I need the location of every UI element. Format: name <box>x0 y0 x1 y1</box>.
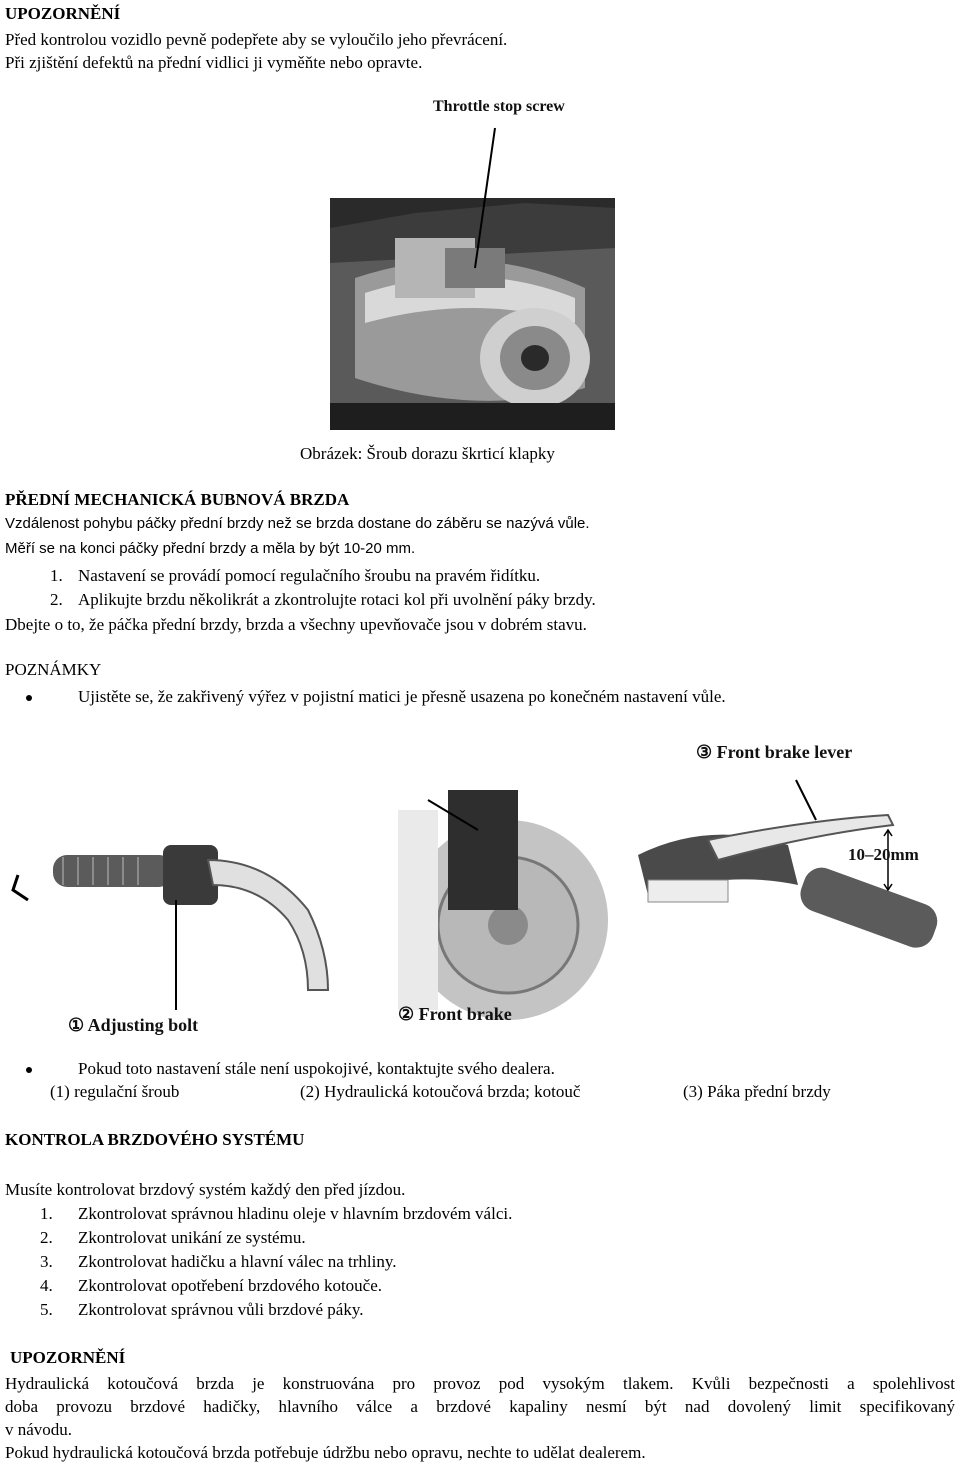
section-title: KONTROLA BRZDOVÉHO SYSTÉMU <box>5 1130 305 1149</box>
list-number: 2. <box>50 590 63 609</box>
legend-item: (1) regulační šroub <box>50 1082 180 1101</box>
brake-adjustment-figure <box>8 742 956 1045</box>
figure-caption: Obrázek: Šroub dorazu škrticí klapky <box>300 444 555 463</box>
warning-line: Pokud hydraulická kotoučová brzda potřebuje údržbu nebo opravu, nechte to udělat dealerem. <box>5 1443 646 1462</box>
warning-title: UPOZORNĚNÍ <box>10 1348 126 1367</box>
measurement-label: 10–20mm <box>848 845 919 864</box>
warning-title: UPOZORNĚNÍ <box>5 4 121 23</box>
warning-line: Při zjištění defektů na přední vidlici ji vyměňte nebo opravte. <box>5 53 423 72</box>
list-item-text: Nastavení se provádí pomocí regulačního šroubu na pravém řidítku. <box>78 566 541 585</box>
list-number: 4. <box>40 1276 53 1295</box>
list-item-text: Zkontrolovat unikání ze systému. <box>78 1228 306 1247</box>
throttle-stop-screw-label: Throttle stop screw <box>433 98 565 115</box>
legend-item: (2) Hydraulická kotoučová brzda; kotouč <box>300 1082 581 1101</box>
front-brake-label: ② Front brake <box>398 1004 512 1024</box>
note-bullet: Ujistěte se, že zakřivený výřez v pojistní matici je přesně usazena po konečném nastavení vůle. <box>78 687 726 706</box>
warning-line: v návodu. <box>5 1420 73 1439</box>
adjusting-bolt-label: ① Adjusting bolt <box>68 1015 199 1035</box>
paragraph: Vzdálenost pohybu páčky přední brzdy než se brzda dostane do záběru se nazývá vůle. <box>5 515 590 532</box>
front-brake-lever-label: ③ Front brake lever <box>696 742 853 762</box>
paragraph: Měří se na konci páčky přední brzdy a měla by být 10-20 mm. <box>5 540 416 557</box>
notes-title: POZNÁMKY <box>5 660 102 679</box>
list-item-text: Aplikujte brzdu několikrát a zkontrolujte rotaci kol při uvolnění páky brzdy. <box>78 590 596 609</box>
legend-item: (3) Páka přední brzdy <box>683 1082 831 1101</box>
list-item-text: Zkontrolovat hadičku a hlavní válec na trhliny. <box>78 1252 397 1271</box>
list-number: 1. <box>40 1204 53 1223</box>
paragraph: Dbejte o to, že páčka přední brzdy, brzda a všechny upevňovače jsou v dobrém stavu. <box>5 615 587 634</box>
list-item-text: Zkontrolovat správnou hladinu oleje v hlavním brzdovém válci. <box>78 1204 513 1223</box>
warning-line: Před kontrolou vozidlo pevně podepřete aby se vyloučilo jeho převrácení. <box>5 30 508 49</box>
throttle-stop-screw-photo <box>325 88 620 433</box>
list-number: 3. <box>40 1252 53 1271</box>
warning-line: doba provozu brzdové hadičky, hlavního válce a brzdové kapaliny nesmí být nad dovolený limit specifikovaný <box>5 1397 955 1416</box>
list-number: 1. <box>50 566 63 585</box>
list-item-text: Zkontrolovat opotřebení brzdového kotouče. <box>78 1276 383 1295</box>
warning-line: Hydraulická kotoučová brzda je konstruována pro provoz pod vysokým tlakem. Kvůli bezpečnosti a spolehlivost <box>5 1374 955 1393</box>
paragraph: Musíte kontrolovat brzdový systém každý den před jízdou. <box>5 1180 406 1199</box>
section-title: PŘEDNÍ MECHANICKÁ BUBNOVÁ BRZDA <box>5 490 350 509</box>
note-bullet: Pokud toto nastavení stále není uspokojivé, kontaktujte svého dealera. <box>78 1059 555 1078</box>
list-number: 5. <box>40 1300 53 1319</box>
list-item-text: Zkontrolovat správnou vůli brzdové páky. <box>78 1300 364 1319</box>
list-number: 2. <box>40 1228 53 1247</box>
